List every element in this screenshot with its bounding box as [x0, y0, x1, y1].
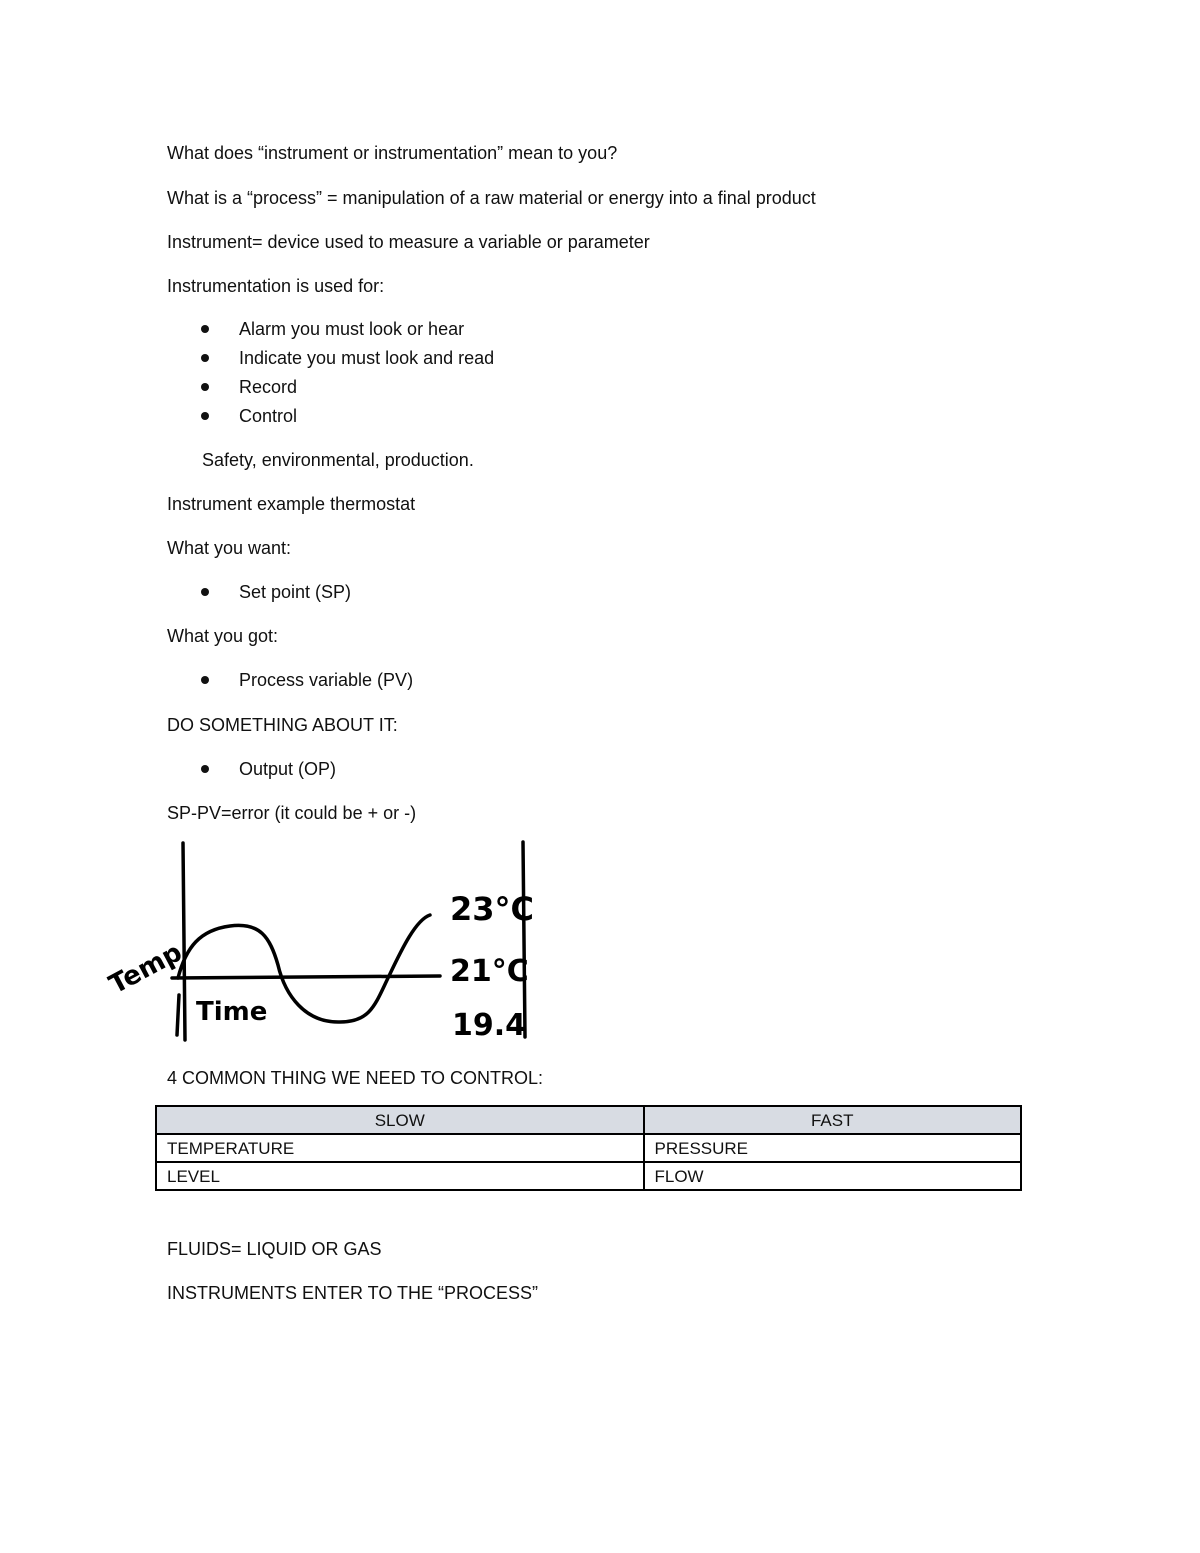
process-definition: What is a “process” = manipulation of a raw material or energy into a final product	[167, 188, 816, 208]
list-item	[199, 669, 413, 691]
upper-temp-label: 23°C	[450, 890, 535, 928]
list-item-text: Indicate you must look and read	[239, 348, 495, 368]
x-axis-label: Time	[196, 997, 268, 1027]
bullet-icon	[201, 383, 209, 391]
error-formula: SP-PV=error (it could be + or -)	[167, 803, 417, 823]
common-things-heading: 4 COMMON THING WE NEED TO CONTROL:	[167, 1068, 544, 1088]
list-item	[199, 318, 464, 340]
used-for-note: Safety, environmental, production.	[202, 450, 474, 470]
time-tick-line	[177, 995, 179, 1035]
what-you-want-heading: What you want:	[167, 538, 292, 558]
list-item	[199, 376, 297, 398]
what-you-got-heading: What you got:	[167, 626, 279, 646]
list-item-text: Process variable (PV)	[239, 670, 414, 690]
used-for-heading: Instrumentation is used for:	[167, 276, 385, 296]
list-item-text: Output (OP)	[239, 759, 337, 779]
list-item-text: Record	[239, 377, 298, 397]
instruments-enter-line: INSTRUMENTS ENTER TO THE “PROCESS”	[167, 1283, 539, 1303]
middle-temp-label: 21°C	[450, 954, 529, 989]
table-cell: TEMPERATURE	[156, 1134, 644, 1162]
list-item-text: Alarm you must look or hear	[239, 319, 465, 339]
bullet-icon	[201, 354, 209, 362]
bullet-icon	[201, 765, 209, 773]
table-cell: PRESSURE	[644, 1134, 1022, 1162]
list-item	[199, 347, 494, 369]
list-item	[199, 758, 336, 780]
bullet-icon	[201, 588, 209, 596]
fluids-line: FLUIDS= LIQUID OR GAS	[167, 1239, 382, 1259]
list-item-text: Set point (SP)	[239, 582, 352, 602]
column-header-fast: FAST	[644, 1106, 1022, 1134]
example-line: Instrument example thermostat	[167, 494, 416, 514]
setpoint-line	[172, 976, 440, 978]
lower-temp-label: 19.4	[452, 1008, 527, 1043]
bullet-icon	[201, 676, 209, 684]
bullet-icon	[201, 412, 209, 420]
bullet-icon	[201, 325, 209, 333]
table-cell: LEVEL	[156, 1162, 644, 1190]
list-item-text: Control	[239, 406, 298, 426]
control-variables-table	[155, 1105, 1022, 1191]
list-item	[199, 581, 351, 603]
temperature-sketch	[100, 835, 540, 1045]
do-something-heading: DO SOMETHING ABOUT IT:	[167, 715, 398, 735]
table-header-row	[156, 1106, 1021, 1134]
y-axis-line	[183, 843, 185, 1040]
instrument-definition: Instrument= device used to measure a variable or parameter	[167, 232, 650, 252]
y-axis-label: Temp	[104, 937, 188, 1001]
list-item	[199, 405, 297, 427]
column-header-slow: SLOW	[156, 1106, 644, 1134]
table-row	[156, 1162, 1021, 1190]
question-instrument: What does “instrument or instrumentation” mean to you?	[167, 143, 618, 163]
table-row	[156, 1134, 1021, 1162]
table-cell: FLOW	[644, 1162, 1022, 1190]
